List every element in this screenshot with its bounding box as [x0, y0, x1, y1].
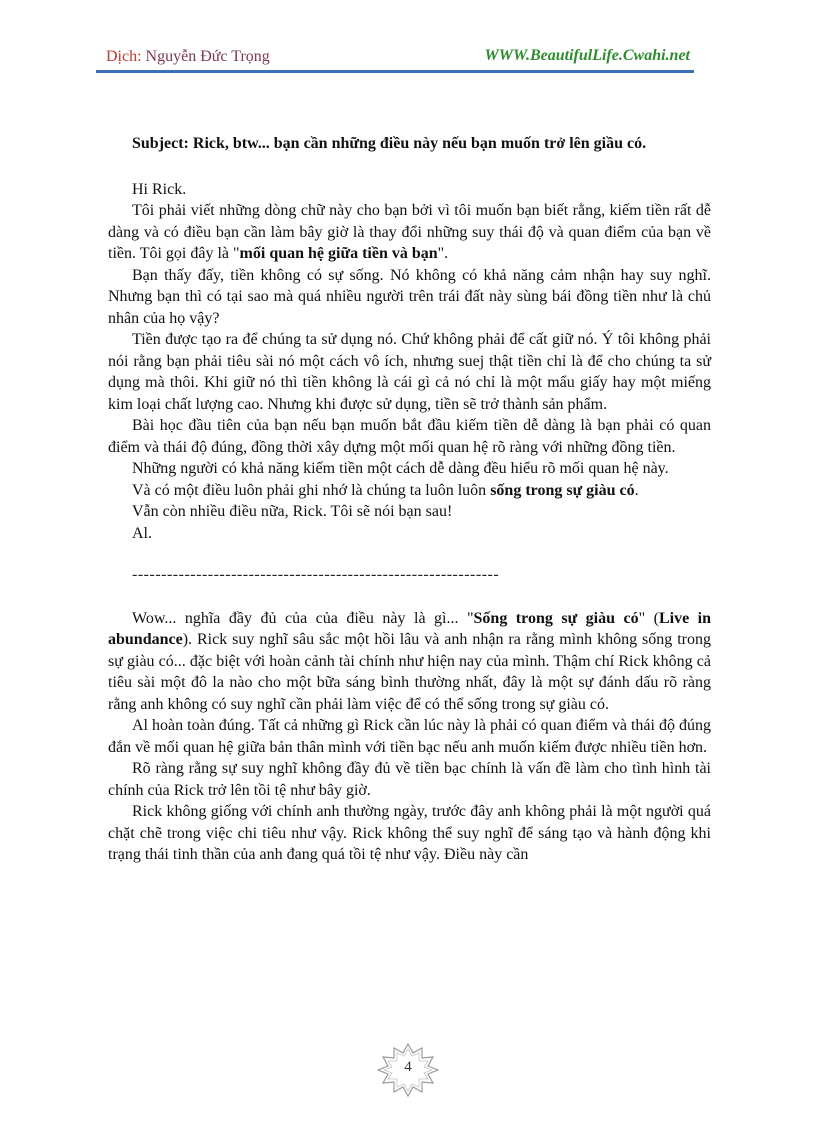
story-paragraph: Al hoàn toàn đúng. Tất cả những gì Rick cần lúc này là phải có quan điểm và thái độ đúng đắn về mối quan hệ giữa bản thân mình với tiền bạc nếu anh muốn kiếm được nhiều tiền hơn. [108, 717, 711, 756]
letter-paragraph: Bài học đầu tiên của bạn nếu bạn muốn bắt đầu kiếm tiền dễ dàng là bạn phải có quan điểm và thái độ đúng, đồng thời xây dựng một mối quan hệ rõ ràng với những đồng tiền. [108, 417, 711, 456]
text-run: ). Rick suy nghĩ sâu sắc một hồi lâu và anh nhận ra rằng mình không sống trong sự giàu có... đặc biệt với hoàn cảnh tài chính như hiện nay của mình. Thậm chí Rick không cả tiêu sài một đô la nào cho một bữa sáng bình thường nhất, đây là một sự đánh dấu rõ ràng rằng anh không có suy nghĩ cần phải làm việc để có thể sống trong sự giàu có. [108, 631, 711, 713]
text-run: " ( [638, 609, 659, 627]
text-run: Và có một điều luôn phải ghi nhớ là chúng ta luôn luôn [132, 481, 491, 499]
page-body [108, 133, 711, 866]
story-paragraph [108, 608, 711, 716]
letter-paragraph: Bạn thấy đấy, tiền không có sự sống. Nó không có khả năng cảm nhận hay suy nghĩ. Nhưng bạn thì có tại sao mà quá nhiều người trên trái đất này sùng bái đồng tiền như là chủ nhân của họ vậy? [108, 266, 711, 327]
story-paragraph: Rick không giống với chính anh thường ngày, trước đây anh không phải là một người quá chặt chẽ trong việc chi tiêu như vậy. Rick không thể suy nghĩ để sáng tạo và hành động khi trạng thái tinh thần của anh đang quá tồi tệ như vậy. Điều này cần [108, 803, 711, 863]
story-paragraph: Rõ ràng rằng sự suy nghĩ không đầy đủ về tiền bạc chính là vấn đề làm cho tình hình tài chính của Rick trở lên tồi tệ như bây giờ. [108, 760, 711, 799]
text-run: ". [437, 245, 449, 262]
translator-label: Dịch: [106, 48, 142, 65]
page-number-badge [370, 1040, 446, 1100]
text-run: Tôi phải viết những dòng chữ này cho bạn bởi vì tôi muốn bạn biết rằng, kiếm tiền rất dễ dàng và có điều bạn cần làm bây giờ là thay đổi những suy thái độ và quan điểm của bạn về tiền. Tôi gọi đây là " [108, 202, 711, 262]
bold-phrase: Live in abundance [108, 609, 712, 648]
bold-phrase: Sống trong sự giàu có [473, 609, 639, 627]
letter-subject: Subject: Rick, btw... bạn cần những điều này nếu bạn muốn trở lên giầu có. [132, 135, 647, 152]
text-run: Wow... nghĩa đầy đủ của của điều này là gì... " [132, 609, 474, 627]
letter-paragraph [108, 200, 711, 265]
letter-paragraph: Tiền được tạo ra để chúng ta sử dụng nó. Chứ không phải để cất giữ nó. Ý tôi không phải nói rằng bạn phải tiêu sài nó một cách vô ích, nhưng suej thật tiền chỉ là để cho chúng ta sử dụng mà thôi. Khi giữ nó thì tiền không là cái gì cả nó chỉ là một mẩu giấy hay một miếng kim loại chất lượng cao. Nhưng khi được sử dụng, tiền sẽ trở thành sản phẩm. [108, 331, 711, 413]
bold-phrase: mối quan hệ giữa tiền và bạn [239, 245, 438, 262]
letter-paragraph: Vẫn còn nhiều điều nữa, Rick. Tôi sẽ nói bạn sau! [132, 503, 453, 520]
translator-name: Nguyễn Đức Trọng [141, 48, 270, 65]
website-link[interactable]: WWW.BeautifulLife.Cwahi.net [484, 47, 690, 64]
bold-phrase: sống trong sự giàu có [490, 481, 635, 499]
text-run: . [634, 481, 639, 499]
letter-greeting: Hi Rick. [132, 180, 187, 198]
translator-credit [106, 48, 270, 66]
separator-line: --------------------------------------------------------------- [132, 566, 500, 583]
letter-signature: Al. [132, 524, 152, 542]
header-rule [96, 70, 694, 73]
letter-paragraph: Những người có khả năng kiếm tiền một cách dễ dàng đều hiểu rõ mối quan hệ này. [132, 460, 669, 477]
letter-paragraph [108, 480, 711, 502]
page-number: 4 [404, 1059, 412, 1075]
page-header [96, 46, 694, 74]
